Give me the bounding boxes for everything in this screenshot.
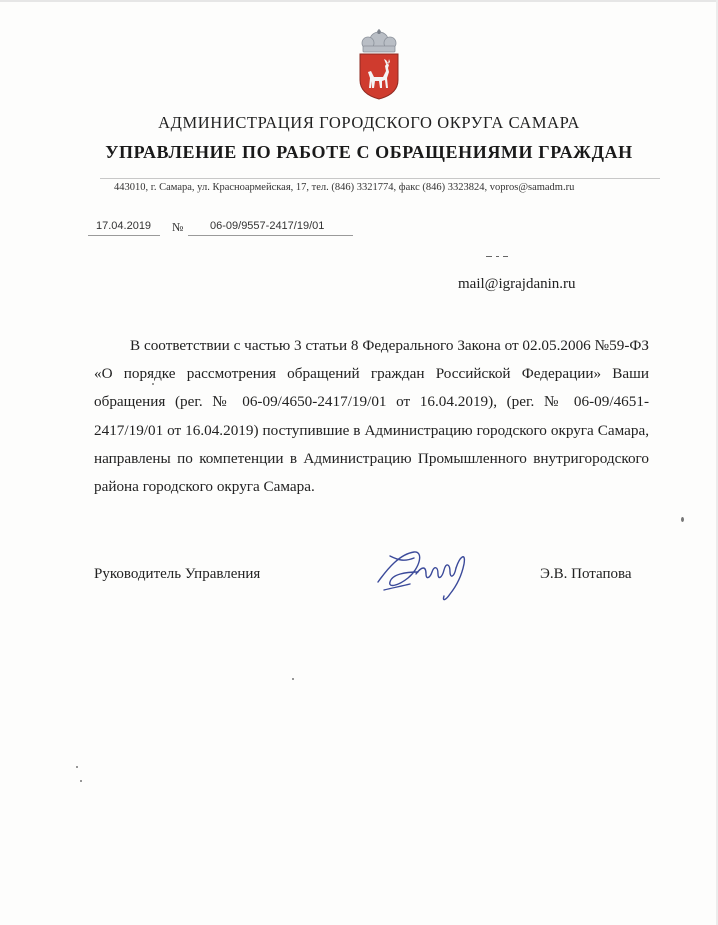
header-divider [100,178,660,179]
handwritten-signature [370,538,480,608]
scan-speck [152,383,154,385]
samara-coat-of-arms-icon [355,28,403,100]
registration-number: 06-09/9557-2417/19/01 [210,220,325,232]
recipient-address: mail@igrajdanin.ru [458,276,576,292]
department-title: УПРАВЛЕНИЕ ПО РАБОТЕ С ОБРАЩЕНИЯМИ ГРАЖДАН [105,142,633,162]
contact-details: 443010, г. Самара, ул. Красноармейская, 17, тел. (846) 3321774, факс (846) 3323824, vopros@samadm.ru [114,182,575,193]
scan-artifact [486,255,508,258]
signer-name: Э.В. Потапова [540,566,632,582]
scan-speck [80,780,82,782]
date-underline [88,235,160,236]
signer-title: Руководитель Управления [94,566,261,582]
letter-body-paragraph: В соответствии с частью 3 статьи 8 Федерального Закона от 02.05.2006 №59-ФЗ «О порядке рассмотрения обращений граждан Российской Федерации» Ваши обращения (рег. № 06-09/4650-2417/19/01 от 16.04.2019), (рег. № 06-09/4651-2417/19/01 от 16.04.2019) поступившие в Администрацию городского округа Самара, направлены по компетенции в Администрацию Промышленного внутригородского района городского округа Самара. [94,337,649,496]
scan-edge-top [0,0,718,2]
registration-number-label: № [172,220,184,234]
organization-title: АДМИНИСТРАЦИЯ ГОРОДСКОГО ОКРУГА САМАРА [158,113,580,132]
registration-date: 17.04.2019 [96,220,152,232]
number-underline [188,235,353,236]
scan-speck [681,517,684,522]
scan-speck [76,766,78,768]
scan-speck [292,678,294,680]
